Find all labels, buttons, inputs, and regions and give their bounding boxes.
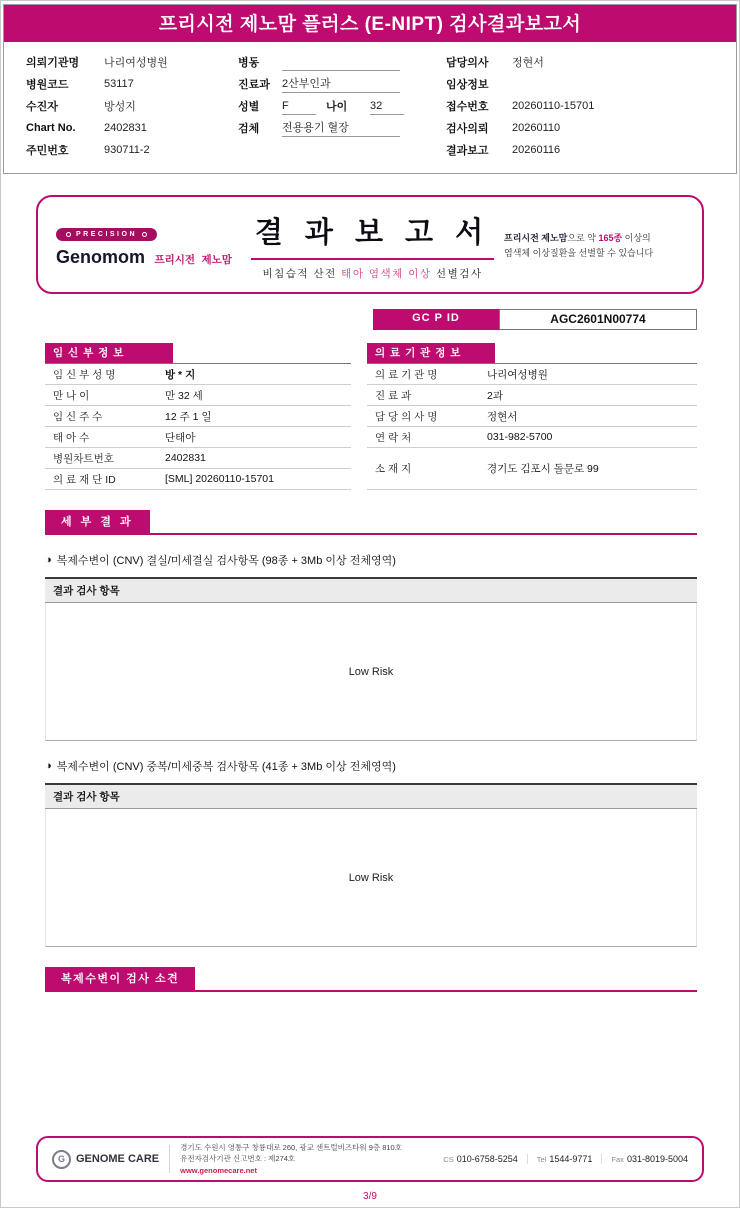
genomecare-logo-icon: G xyxy=(52,1150,71,1169)
footer-address xyxy=(180,1142,402,1176)
table-row xyxy=(45,427,351,448)
cnv-findings-header xyxy=(45,967,697,992)
detail-results-header xyxy=(45,510,697,535)
genomecare-logo xyxy=(52,1150,159,1169)
footer-divider xyxy=(169,1145,170,1173)
report-subtitle xyxy=(249,266,496,281)
info-row xyxy=(446,95,730,117)
row-value: 만 32 세 xyxy=(165,389,203,402)
tagline-text: 이상의 xyxy=(622,232,651,243)
row-value: 경기도 김포시 돌문로 99 xyxy=(487,463,599,475)
genomecare-brand: GENOME CARE xyxy=(76,1153,160,1165)
row-label: 담 당 의 사 명 xyxy=(375,410,438,423)
footer-box xyxy=(36,1136,704,1182)
field-value: 930711-2 xyxy=(104,144,150,156)
brand-line xyxy=(56,247,241,268)
row-label: 진 료 과 xyxy=(375,389,412,402)
field-label: 나이 xyxy=(326,101,348,113)
table-row xyxy=(45,469,351,490)
field-label: 주민번호 xyxy=(26,145,69,157)
info-row xyxy=(26,51,238,73)
row-value: 단태아 xyxy=(165,431,196,444)
report-title-bar: 프리시전 제노맘 플러스 (E-NIPT) 검사결과보고서 xyxy=(4,5,736,42)
report-main-title: 결 과 보 고 서 xyxy=(251,210,494,260)
table-row xyxy=(45,364,351,385)
info-row xyxy=(446,73,730,95)
clinic-info-header: 의 료 기 관 정 보 xyxy=(367,343,495,363)
contact-separator xyxy=(527,1154,528,1164)
cnv-title-text: 복제수변이 (CNV) 결실/미세결실 검사항목 (98종 + 3Mb 이상 전체영역) xyxy=(56,555,396,567)
patient-info-col-middle xyxy=(238,51,446,161)
cnv-section-title xyxy=(45,552,697,568)
field-value: 전용용기 혈장 xyxy=(282,119,400,137)
contact-value: 010-6758-5254 xyxy=(456,1154,518,1164)
patient-info-col-left xyxy=(26,51,238,161)
tagline-brand: 프리시전 제노맘 xyxy=(504,232,568,243)
report-title-block xyxy=(249,210,496,281)
row-label: 태 아 수 xyxy=(53,431,90,444)
row-label: 임 신 부 성 명 xyxy=(53,368,116,381)
brand-name-kr: 프리시전 xyxy=(154,253,196,266)
tagline-line1 xyxy=(504,231,684,246)
subtitle-text: 비침습적 산전 xyxy=(262,268,342,280)
gcpid-label: GC P ID xyxy=(373,309,499,330)
info-row xyxy=(238,95,446,117)
table-row xyxy=(367,406,697,427)
result-body xyxy=(45,603,697,741)
cnv-duplication-section xyxy=(45,758,697,947)
patient-info-grid xyxy=(4,42,736,173)
table-row xyxy=(45,385,351,406)
info-row xyxy=(26,117,238,139)
field-label: 검체 xyxy=(238,123,260,135)
brand-name-kr: 제노맘 xyxy=(201,253,232,266)
contact-value: 1544-9771 xyxy=(549,1154,593,1164)
address-line2: 유전자검사기관 신고번호 : 제274호 xyxy=(180,1154,296,1164)
field-label: Chart No. xyxy=(26,122,76,134)
field-label: 성별 xyxy=(238,101,260,113)
cnv-deletion-section xyxy=(45,552,697,741)
precision-badge xyxy=(56,228,157,241)
tagline-text: 으로 약 xyxy=(567,232,599,243)
row-value: 031-982-5700 xyxy=(487,431,553,443)
cnv-section-title xyxy=(45,758,697,774)
row-value: 2과 xyxy=(487,389,503,402)
contact-separator xyxy=(601,1154,602,1164)
row-value: 12 주 1 일 xyxy=(165,410,212,423)
half-circle-bullet-icon: ◑ xyxy=(45,554,52,566)
field-value: 정현서 xyxy=(512,57,544,69)
field-value: 20260110-15701 xyxy=(512,100,595,112)
field-value: 20260116 xyxy=(512,144,561,156)
patient-info-col-right xyxy=(446,51,730,161)
field-value: 32 xyxy=(370,97,404,115)
result-column-header: 결과 검사 항목 xyxy=(45,577,697,603)
field-label: 접수번호 xyxy=(446,101,489,113)
cnv-findings-pill: 복제수변이 검사 소견 xyxy=(45,967,195,990)
field-label: 검사의뢰 xyxy=(446,123,489,135)
contact-item xyxy=(611,1154,688,1164)
result-value: Low Risk xyxy=(348,871,394,884)
tagline-count: 165종 xyxy=(598,232,623,243)
row-label: 의 료 재 단 ID xyxy=(53,473,116,486)
contact-value: 031-8019-5004 xyxy=(626,1154,688,1164)
field-value: F xyxy=(282,97,316,115)
contact-label: Fax xyxy=(611,1155,624,1164)
footer-contacts xyxy=(443,1154,688,1164)
subtitle-text: 선별검사 xyxy=(431,268,483,280)
field-label: 진료과 xyxy=(238,79,270,91)
table-row xyxy=(367,427,697,448)
table-row xyxy=(367,385,697,406)
field-value: 2산부인과 xyxy=(282,75,400,93)
table-row xyxy=(45,448,351,469)
report-tagline xyxy=(504,231,684,261)
info-row xyxy=(26,73,238,95)
result-column-header: 결과 검사 항목 xyxy=(45,783,697,809)
gcpid-row xyxy=(0,309,697,330)
row-label: 의 료 기 관 명 xyxy=(375,368,438,381)
row-label: 연 락 처 xyxy=(375,431,412,444)
brand-name-en: Genomom xyxy=(56,246,146,267)
row-value: 방 * 지 xyxy=(165,368,196,381)
maternal-info-header: 임 신 부 정 보 xyxy=(45,343,173,363)
field-value xyxy=(282,53,400,71)
patient-header-block xyxy=(3,4,737,174)
dot-icon xyxy=(66,232,71,237)
field-label: 결과보고 xyxy=(446,145,489,157)
row-label: 임 신 주 수 xyxy=(53,410,103,423)
field-value: 53117 xyxy=(104,78,134,90)
field-label: 임상정보 xyxy=(446,79,489,91)
field-label: 병원코드 xyxy=(26,79,69,91)
info-row xyxy=(238,73,446,95)
row-value: 나리여성병원 xyxy=(487,368,548,381)
detail-results-pill: 세 부 결 과 xyxy=(45,510,150,533)
contact-item xyxy=(443,1154,517,1164)
contact-label: CS xyxy=(443,1155,454,1164)
maternal-info-table xyxy=(45,343,351,490)
website-link[interactable]: www.genomecare.net xyxy=(180,1165,257,1175)
half-circle-bullet-icon: ◑ xyxy=(45,760,52,772)
info-row xyxy=(26,139,238,161)
info-row xyxy=(446,51,730,73)
field-value: 2402831 xyxy=(104,122,147,134)
table-row xyxy=(367,448,697,490)
field-label: 담당의사 xyxy=(446,57,489,69)
precision-badge-label: PRECISION xyxy=(76,230,138,238)
result-value: Low Risk xyxy=(348,665,394,678)
row-label: 만 나 이 xyxy=(53,389,90,402)
maternal-info-body xyxy=(45,363,351,490)
address-line1: 경기도 수원시 영통구 창룡대로 260, 광교 센트럴비즈타워 9층 810호 xyxy=(180,1143,402,1153)
tagline-line2: 염색체 이상질환을 선별할 수 있습니다 xyxy=(504,247,654,258)
table-row xyxy=(367,364,697,385)
row-label: 병원차트번호 xyxy=(53,452,114,465)
row-value: [SML] 20260110-15701 xyxy=(165,473,274,485)
cnv-title-text: 복제수변이 (CNV) 중복/미세중복 검사항목 (41종 + 3Mb 이상 전체영역) xyxy=(56,761,396,773)
info-tables-row xyxy=(45,343,697,490)
info-row xyxy=(446,139,730,161)
page-number: 3/9 xyxy=(363,1191,377,1202)
contact-item xyxy=(537,1154,593,1164)
info-row xyxy=(26,95,238,117)
field-label: 수진자 xyxy=(26,101,58,113)
info-row xyxy=(446,117,730,139)
clinic-info-table xyxy=(367,343,697,490)
row-value: 정현서 xyxy=(487,410,518,423)
field-value: 20260110 xyxy=(512,122,561,134)
field-label: 의뢰기관명 xyxy=(26,57,80,69)
row-label: 소 재 지 xyxy=(375,463,412,475)
field-value: 방성지 xyxy=(104,101,136,113)
field-value: 나리여성병원 xyxy=(104,57,168,69)
contact-label: Tel xyxy=(536,1155,547,1164)
field-label: 병동 xyxy=(238,57,260,69)
dot-icon xyxy=(142,232,147,237)
info-row xyxy=(238,51,446,73)
clinic-info-body xyxy=(367,363,697,490)
result-body xyxy=(45,809,697,947)
genomom-logo xyxy=(56,224,241,268)
table-row xyxy=(45,406,351,427)
report-header-box xyxy=(36,195,704,294)
subtitle-highlight: 태아 염색체 이상 xyxy=(341,268,432,280)
gcpid-value: AGC2601N00774 xyxy=(499,309,697,330)
row-value: 2402831 xyxy=(165,452,206,464)
info-row xyxy=(238,117,446,139)
